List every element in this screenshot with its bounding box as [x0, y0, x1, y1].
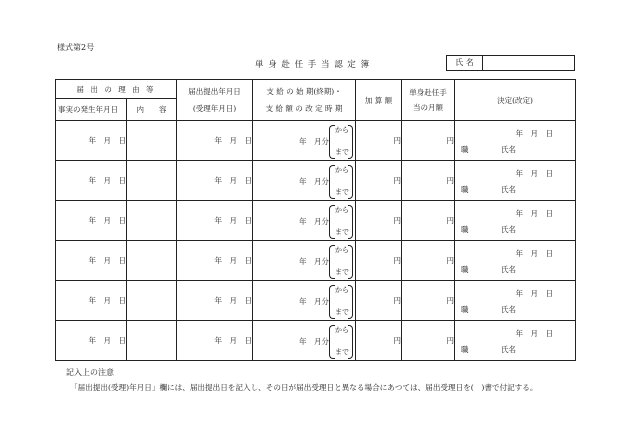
addition-yen: 円: [393, 136, 402, 145]
filing-date-text: 年 月 日: [214, 176, 253, 185]
ledger-row: [56, 321, 576, 361]
header-row-top: [56, 80, 576, 99]
decision-date-text: 年 月 日: [515, 329, 554, 338]
occurrence-date-text: 年 月 日: [88, 136, 126, 145]
page-title: 単 身 赴 任 手 当 認 定 簿: [255, 60, 370, 70]
decision-date-text: 年 月 日: [515, 169, 554, 178]
period-from-label: から: [335, 246, 350, 254]
occurrence-date-text: 年 月 日: [88, 216, 126, 225]
monthly-yen: 円: [446, 216, 455, 225]
filing-date-cell[interactable]: [177, 201, 253, 241]
period-until-label: まで: [335, 188, 350, 196]
filing-date-text: 年 月 日: [214, 296, 253, 305]
decision-name-label: 氏名: [501, 345, 517, 354]
occurrence-date-text: 年 月 日: [88, 256, 126, 265]
decision-office-label: 職: [461, 305, 469, 314]
content-cell[interactable]: [127, 161, 177, 201]
addition-cell[interactable]: [356, 281, 402, 321]
filing-date-cell[interactable]: [177, 281, 253, 321]
period-month-text: 年 月分: [299, 217, 330, 226]
monthly-yen: 円: [446, 256, 455, 265]
header-occurrence-date: 事実の発生年月日: [56, 99, 127, 121]
content-cell[interactable]: [127, 281, 177, 321]
occurrence-date-cell[interactable]: [56, 241, 127, 281]
period-from-label: から: [335, 326, 350, 334]
filing-date-cell[interactable]: [177, 241, 253, 281]
ledger-row: [56, 121, 576, 161]
ledger-body: [56, 121, 576, 361]
decision-office-label: 職: [461, 145, 469, 154]
occurrence-date-cell[interactable]: [56, 201, 127, 241]
addition-yen: 円: [393, 176, 402, 185]
decision-name-label: 氏名: [501, 225, 517, 234]
header-reason: 届 出 の 理 由 等: [56, 80, 177, 99]
addition-cell[interactable]: [356, 241, 402, 281]
ledger-row: [56, 241, 576, 281]
monthly-yen: 円: [446, 176, 455, 185]
occurrence-date-cell[interactable]: [56, 281, 127, 321]
occurrence-date-text: 年 月 日: [88, 176, 126, 185]
period-cell[interactable]: [253, 201, 356, 241]
filing-date-text: 年 月 日: [214, 216, 253, 225]
decision-name-label: 氏名: [501, 145, 517, 154]
header-content: 内 容: [127, 99, 177, 121]
filing-date-text: 年 月 日: [214, 336, 253, 345]
monthly-amount-cell[interactable]: [402, 241, 455, 281]
decision-name-label: 氏名: [501, 185, 517, 194]
decision-cell[interactable]: [455, 281, 576, 321]
period-until-label: まで: [335, 308, 350, 316]
decision-cell[interactable]: [455, 161, 576, 201]
decision-cell[interactable]: [455, 321, 576, 361]
decision-date-text: 年 月 日: [515, 289, 554, 298]
content-cell[interactable]: [127, 121, 177, 161]
monthly-yen: 円: [446, 296, 455, 305]
addition-yen: 円: [393, 216, 402, 225]
addition-cell[interactable]: [356, 321, 402, 361]
addition-yen: 円: [393, 336, 402, 345]
period-month-text: 年 月分: [299, 257, 330, 266]
period-from-label: から: [335, 126, 350, 134]
decision-date-text: 年 月 日: [515, 209, 554, 218]
filing-date-text: 年 月 日: [214, 256, 253, 265]
occurrence-date-cell[interactable]: [56, 121, 127, 161]
occurrence-date-text: 年 月 日: [88, 296, 126, 305]
period-cell[interactable]: [253, 321, 356, 361]
content-cell[interactable]: [127, 241, 177, 281]
decision-office-label: 職: [461, 185, 469, 194]
decision-name-label: 氏名: [501, 305, 517, 314]
occurrence-date-text: 年 月 日: [88, 336, 126, 345]
decision-cell[interactable]: [455, 201, 576, 241]
period-cell[interactable]: [253, 121, 356, 161]
notes-text: 「届出提出(受理)年月日」欄には、届出提出日を記入し、その日が届出受理日と異なる場合にあつては、届出受理日を( )書で付記する。: [70, 383, 538, 392]
addition-yen: 円: [393, 256, 402, 265]
content-cell[interactable]: [127, 201, 177, 241]
period-month-text: 年 月分: [299, 177, 330, 186]
ledger-row: [56, 201, 576, 241]
monthly-amount-cell[interactable]: [402, 201, 455, 241]
monthly-amount-cell[interactable]: [402, 281, 455, 321]
period-cell[interactable]: [253, 161, 356, 201]
decision-office-label: 職: [461, 345, 469, 354]
period-until-label: まで: [335, 148, 350, 156]
addition-cell[interactable]: [356, 121, 402, 161]
header-addition: 加 算 額: [356, 80, 402, 121]
period-from-label: から: [335, 286, 350, 294]
occurrence-date-cell[interactable]: [56, 161, 127, 201]
header-monthly-line1: 単身赴任手: [409, 88, 447, 97]
monthly-amount-cell[interactable]: [402, 321, 455, 361]
form-id: 様式第2号: [57, 43, 95, 52]
decision-name-label: 氏名: [501, 265, 517, 274]
decision-date-text: 年 月 日: [515, 249, 554, 258]
period-from-label: から: [335, 166, 350, 174]
addition-cell[interactable]: [356, 201, 402, 241]
notes-title: 記入上の注意: [66, 368, 114, 377]
occurrence-date-cell[interactable]: [56, 321, 127, 361]
monthly-yen: 円: [446, 336, 455, 345]
header-decision: 決定(改定): [455, 80, 576, 121]
monthly-amount-cell[interactable]: [402, 161, 455, 201]
period-until-label: まで: [335, 268, 350, 276]
monthly-yen: 円: [446, 136, 455, 145]
period-month-text: 年 月分: [299, 297, 330, 306]
decision-office-label: 職: [461, 265, 469, 274]
filing-date-cell[interactable]: [177, 161, 253, 201]
header-period-line1: 支 給 の 始 期(終期)・: [266, 87, 342, 96]
header-filing-date-line2: (受理年月日): [192, 104, 237, 113]
decision-cell[interactable]: [455, 241, 576, 281]
header-filing-date: [177, 80, 253, 121]
name-label: 氏 名: [447, 56, 483, 70]
filing-date-cell[interactable]: [177, 121, 253, 161]
header-filing-date-line1: 届出提出年月日: [188, 87, 241, 96]
period-from-label: から: [335, 206, 350, 214]
period-cell[interactable]: [253, 281, 356, 321]
decision-cell[interactable]: [455, 121, 576, 161]
monthly-amount-cell[interactable]: [402, 121, 455, 161]
addition-yen: 円: [393, 296, 402, 305]
filing-date-text: 年 月 日: [214, 136, 253, 145]
header-period: [253, 80, 356, 121]
header-monthly-amount: [402, 80, 455, 121]
period-month-text: 年 月分: [299, 137, 330, 146]
ledger-table: [55, 79, 576, 361]
ledger-row: [56, 281, 576, 321]
period-cell[interactable]: [253, 241, 356, 281]
period-month-text: 年 月分: [299, 337, 330, 346]
content-cell[interactable]: [127, 321, 177, 361]
name-box: [446, 55, 575, 71]
ledger-row: [56, 161, 576, 201]
period-until-label: まで: [335, 348, 350, 356]
decision-date-text: 年 月 日: [515, 129, 554, 138]
name-field[interactable]: [484, 56, 574, 70]
period-until-label: まで: [335, 228, 350, 236]
header-monthly-line2: 当の月額: [413, 103, 444, 112]
filing-date-cell[interactable]: [177, 321, 253, 361]
addition-cell[interactable]: [356, 161, 402, 201]
decision-office-label: 職: [461, 225, 469, 234]
header-period-line2: 支 給 額 の 改 定 時 期: [265, 104, 343, 113]
